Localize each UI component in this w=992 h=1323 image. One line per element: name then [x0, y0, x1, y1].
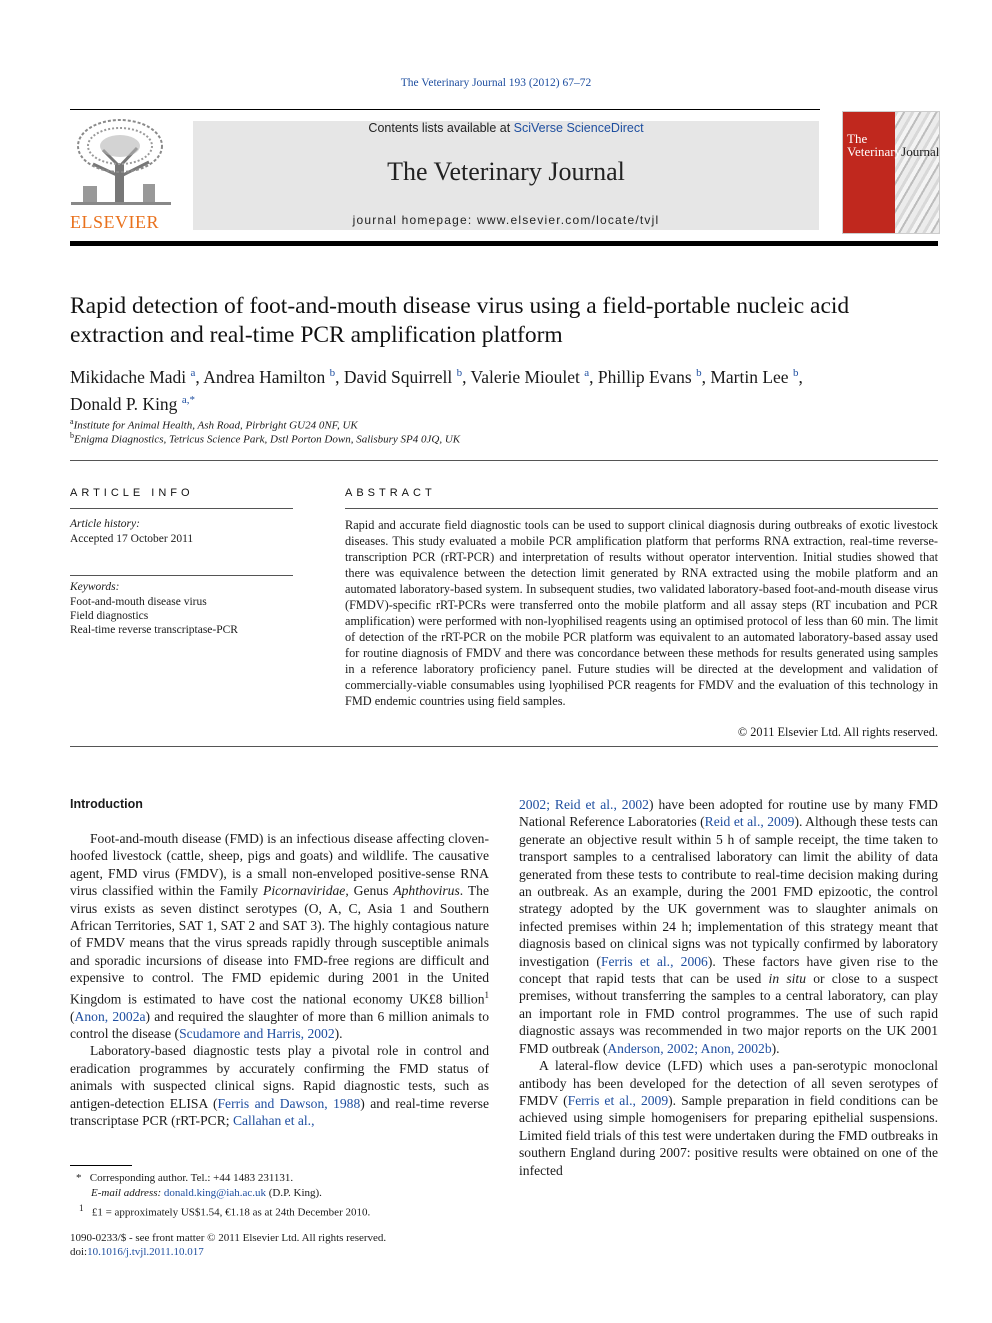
author-affiliation-marker[interactable]: a: [190, 367, 196, 379]
right-column: [519, 796, 938, 1179]
cover-title-journal: Journal: [901, 144, 940, 159]
issn-line: 1090-0233/$ - see front matter © 2011 Elsevier Ltd. All rights reserved.: [70, 1232, 387, 1244]
journal-homepage: [193, 213, 819, 227]
abstract-heading: ABSTRACT: [345, 487, 436, 499]
keywords-label: Keywords:: [70, 581, 120, 593]
italic-term: in situ: [768, 971, 806, 987]
affiliation-a-key: a: [70, 417, 74, 426]
affiliation-b: [70, 431, 460, 446]
keyword-item: Foot-and-mouth disease virus: [70, 596, 207, 608]
footnote-mark: *: [76, 1172, 82, 1184]
journal-name: The Veterinary Journal: [387, 157, 625, 186]
affiliation-rule: [70, 460, 938, 461]
elsevier-wordmark: ELSEVIER: [70, 212, 159, 232]
author-affiliation-marker[interactable]: b: [696, 367, 702, 379]
cover-title-the: The: [847, 131, 868, 146]
author-name: Donald P. King: [70, 393, 178, 414]
footnote-corresponding: [76, 1171, 293, 1186]
footnote-mark: 1: [79, 1203, 84, 1213]
author-affiliation-marker[interactable]: a: [584, 367, 590, 379]
sciencedirect-link[interactable]: SciVerse ScienceDirect: [513, 121, 644, 135]
footnote-1: [79, 1201, 370, 1221]
cover-title-veterinary: Veterinary: [847, 144, 902, 159]
history-label: Article history:: [70, 518, 140, 530]
abstract-rule: [345, 508, 938, 509]
author-list: Mikidache Madi $^a$, Andrea Hamilton $^b$, David Squirrell $^b$, Valerie Mioulet $^a$, Phillip Evans $^b$, Martin Lee $^b$, Donald P. King $^{a,*}$: [70, 366, 803, 414]
homepage-label: journal homepage:: [352, 213, 477, 227]
header-thick-rule: [70, 241, 938, 246]
reference-link[interactable]: Ferris and Dawson, 1988: [217, 1095, 361, 1111]
author-name: Andrea Hamilton: [203, 366, 326, 387]
author-name: David Squirrell: [343, 366, 453, 387]
article-info-rule: [70, 508, 293, 509]
paragraph: 2002; Reid et al., 2002) have been adopted for routine use by many FMD National Reference Laboratories (Reid et al., 2009). Although these tests can generate an objective result within 5 h of sample receipt, the time taken to transport samples to a centralised laboratory can limit the ability of data generated from these tests to contribute to real-time decision making during an outbreak. As an example, during the 2001 FMD epizootic, the control strategy adopted by the UK government was to slaughter animals on infected premises within 24 h; implementation of this strategy meant that diagnosis based on clinical signs was not typically confirmed by laboratory investigation (Ferris et al., 2006). These factors have given rise to the concept that rapid tests that can be used in situ or close to a suspect premises, without transferring the samples to a central laboratory, can play an important role in FMD control programmes. The use of such rapid diagnostic assays was recommended in two major reports on the UK 2001 FMD outbreak (Anderson, 2002; Anon, 2002b).: [519, 797, 939, 1056]
reference-link[interactable]: Callahan et al.,: [232, 1113, 315, 1129]
author-name: Mikidache Madi: [70, 366, 187, 387]
journal-citation[interactable]: The Veterinary Journal 193 (2012) 67–72: [400, 77, 592, 89]
author-name: Martin Lee: [710, 366, 789, 387]
footnote-ref[interactable]: 1: [484, 989, 489, 1000]
keywords-rule: [70, 575, 293, 576]
journal-cover-thumbnail: [842, 111, 940, 234]
tree-illustration-icon: [63, 116, 178, 212]
doi-label: doi:: [70, 1246, 88, 1258]
footnote-rule: [70, 1165, 132, 1166]
abstract-copyright: © 2011 Elsevier Ltd. All rights reserved.: [737, 725, 938, 739]
abstract-text: Rapid and accurate field diagnostic tools can be used to support clinical diagnosis during outbreaks of exotic livestock diseases. This study evaluated a mobile PCR amplification platform that performs RNA extraction, real-time reverse-transcription PCR (rRT-PCR) and interpretation of results without operator intervention. Initial studies showed that there was equivalence between the detection limit generated by RNA extracted using the mobile platform and an automated laboratory-based system. In subsequent studies, two validated laboratory-based foot-and-mouth disease virus (FMDV)-specific rRT-PCRs were transferred onto the mobile platform and all assay steps (RT incubation and PCR amplification) were performed with non-lyophilised reagents using an optimised protocol of less than 60 min. The limit of detection of the rRT-PCR on the mobile PCR platform was equivalent to an automated laboratory-based assay used for routine diagnosis of FMDV and there was concordance between these methods for results generated using samples in a reference laboratory proficiency panel. Future studies will be directed at the development and validation of commercially-viable consumables using lyophilised PCR reagents for FMDV and the evaluation of this technology in FMD endemic countries using field samples.: [345, 518, 938, 708]
author-affiliation-marker[interactable]: a,*: [181, 393, 195, 406]
doi-link[interactable]: 10.1016/j.tvjl.2011.10.017: [87, 1246, 204, 1258]
paragraph: Laboratory-based diagnostic tests play a pivotal role in control and eradication programmes by accurately confirming the FMD status of animals with suspected clinical signs. Rapid diagnostic tests, such as antigen-detection ELISA (Ferris and Dawson, 1988) and real-time reverse transcriptase PCR (rRT-PCR; Callahan et al.,: [70, 1043, 489, 1129]
left-column: [70, 830, 489, 1129]
cover-artwork: [895, 112, 939, 233]
article-title: Rapid detection of foot-and-mouth disease virus using a field-portable nucleic acid extraction and real-time PCR amplification platform: [70, 293, 850, 348]
reference-link[interactable]: Reid et al., 2009: [704, 814, 795, 830]
author-affiliation-marker[interactable]: b: [792, 367, 799, 379]
reference-link[interactable]: Anon, 2002a: [74, 1008, 146, 1024]
introduction-heading: Introduction: [70, 797, 143, 811]
journal-banner: [193, 121, 819, 230]
author-name: Phillip Evans: [597, 366, 692, 387]
email-label: E-mail address:: [91, 1187, 162, 1199]
author-name: Valerie Mioulet: [470, 366, 580, 387]
reference-link[interactable]: 2002; Reid et al., 2002: [519, 797, 649, 812]
homepage-link[interactable]: www.elsevier.com/locate/tvjl: [477, 213, 660, 227]
italic-term: Aphthovirus: [393, 883, 460, 899]
contents-prefix: Contents lists available at: [368, 121, 514, 135]
reference-link[interactable]: Anderson, 2002; Anon, 2002b: [607, 1040, 772, 1056]
keyword-item: Real-time reverse transcriptase-PCR: [70, 624, 238, 636]
footnote-email: [91, 1186, 322, 1201]
reference-link[interactable]: Ferris et al., 2006: [600, 953, 708, 969]
contents-line: [193, 121, 819, 135]
doi-line: [70, 1245, 204, 1260]
header-rule: [70, 109, 820, 110]
abstract-end-rule: [70, 746, 938, 747]
footnote-1-text: £1 = approximately US$1.54, €1.18 as at 24th December 2010.: [91, 1206, 371, 1219]
corresponding-author-text: Corresponding author. Tel.: +44 1483 231131.: [89, 1172, 294, 1184]
article-info-heading: ARTICLE INFO: [70, 487, 194, 499]
cover-title: [847, 131, 940, 159]
affiliation-a-text: Institute for Animal Health, Ash Road, Pirbright GU24 0NF, UK: [73, 419, 358, 432]
paragraph: Foot-and-mouth disease (FMD) is an infectious disease affecting cloven-hoofed livestock (cattle, sheep, pigs and goats) and wildlife. The causative agent, FMD virus (FMDV), is a small non-enveloped positive-sense RNA virus classified within the Family Picornaviridae, Genus Aphthovirus. The virus exists as seven distinct serotypes (O, A, C, Asia 1 and Southern African Territories, SAT 1, SAT 2 and SAT 3). The highly contagious nature of FMDV means that the virus spreads rapidly through susceptible animals and sporadic incursions of disease into FMD-free regions are difficult and expensive to control. The FMD epidemic during 2001 in the United Kingdom is estimated to have cost the national economy UK£8 billion$^1$ (Anon, 2002a) and required the slaughter of more than 6 million animals to control the disease (Scudamore and Harris, 2002).: [70, 831, 489, 1041]
history-value: Accepted 17 October 2011: [70, 533, 194, 545]
affiliation-b-key: b: [70, 431, 74, 440]
reference-link[interactable]: Ferris et al., 2009: [567, 1092, 669, 1108]
affiliation-b-text: Enigma Diagnostics, Tetricus Science Park, Dstl Porton Down, Salisbury SP4 0JQ, UK: [74, 433, 461, 446]
author-affiliation-marker[interactable]: b: [329, 367, 336, 379]
keyword-item: Field diagnostics: [70, 610, 149, 622]
email-suffix: (D.P. King).: [266, 1187, 322, 1199]
paragraph: A lateral-flow device (LFD) which uses a pan-serotypic monoclonal antibody has been developed for the detection of all seven serotypes of FMDV (Ferris et al., 2009). Sample preparation in field conditions can be achieved using simple homogenisers for preparing epithelial suspensions. Limited field trials of this test were undertaken during the FMD outbreaks in southern England during 2007: positive results were obtained on one of the infected: [519, 1058, 939, 1178]
italic-term: Picornaviridae: [263, 883, 346, 899]
reference-link[interactable]: Scudamore and Harris, 2002: [179, 1026, 335, 1041]
email-link[interactable]: donald.king@iah.ac.uk: [163, 1187, 266, 1199]
affiliation-a: [70, 417, 358, 432]
author-affiliation-marker[interactable]: b: [456, 367, 463, 379]
